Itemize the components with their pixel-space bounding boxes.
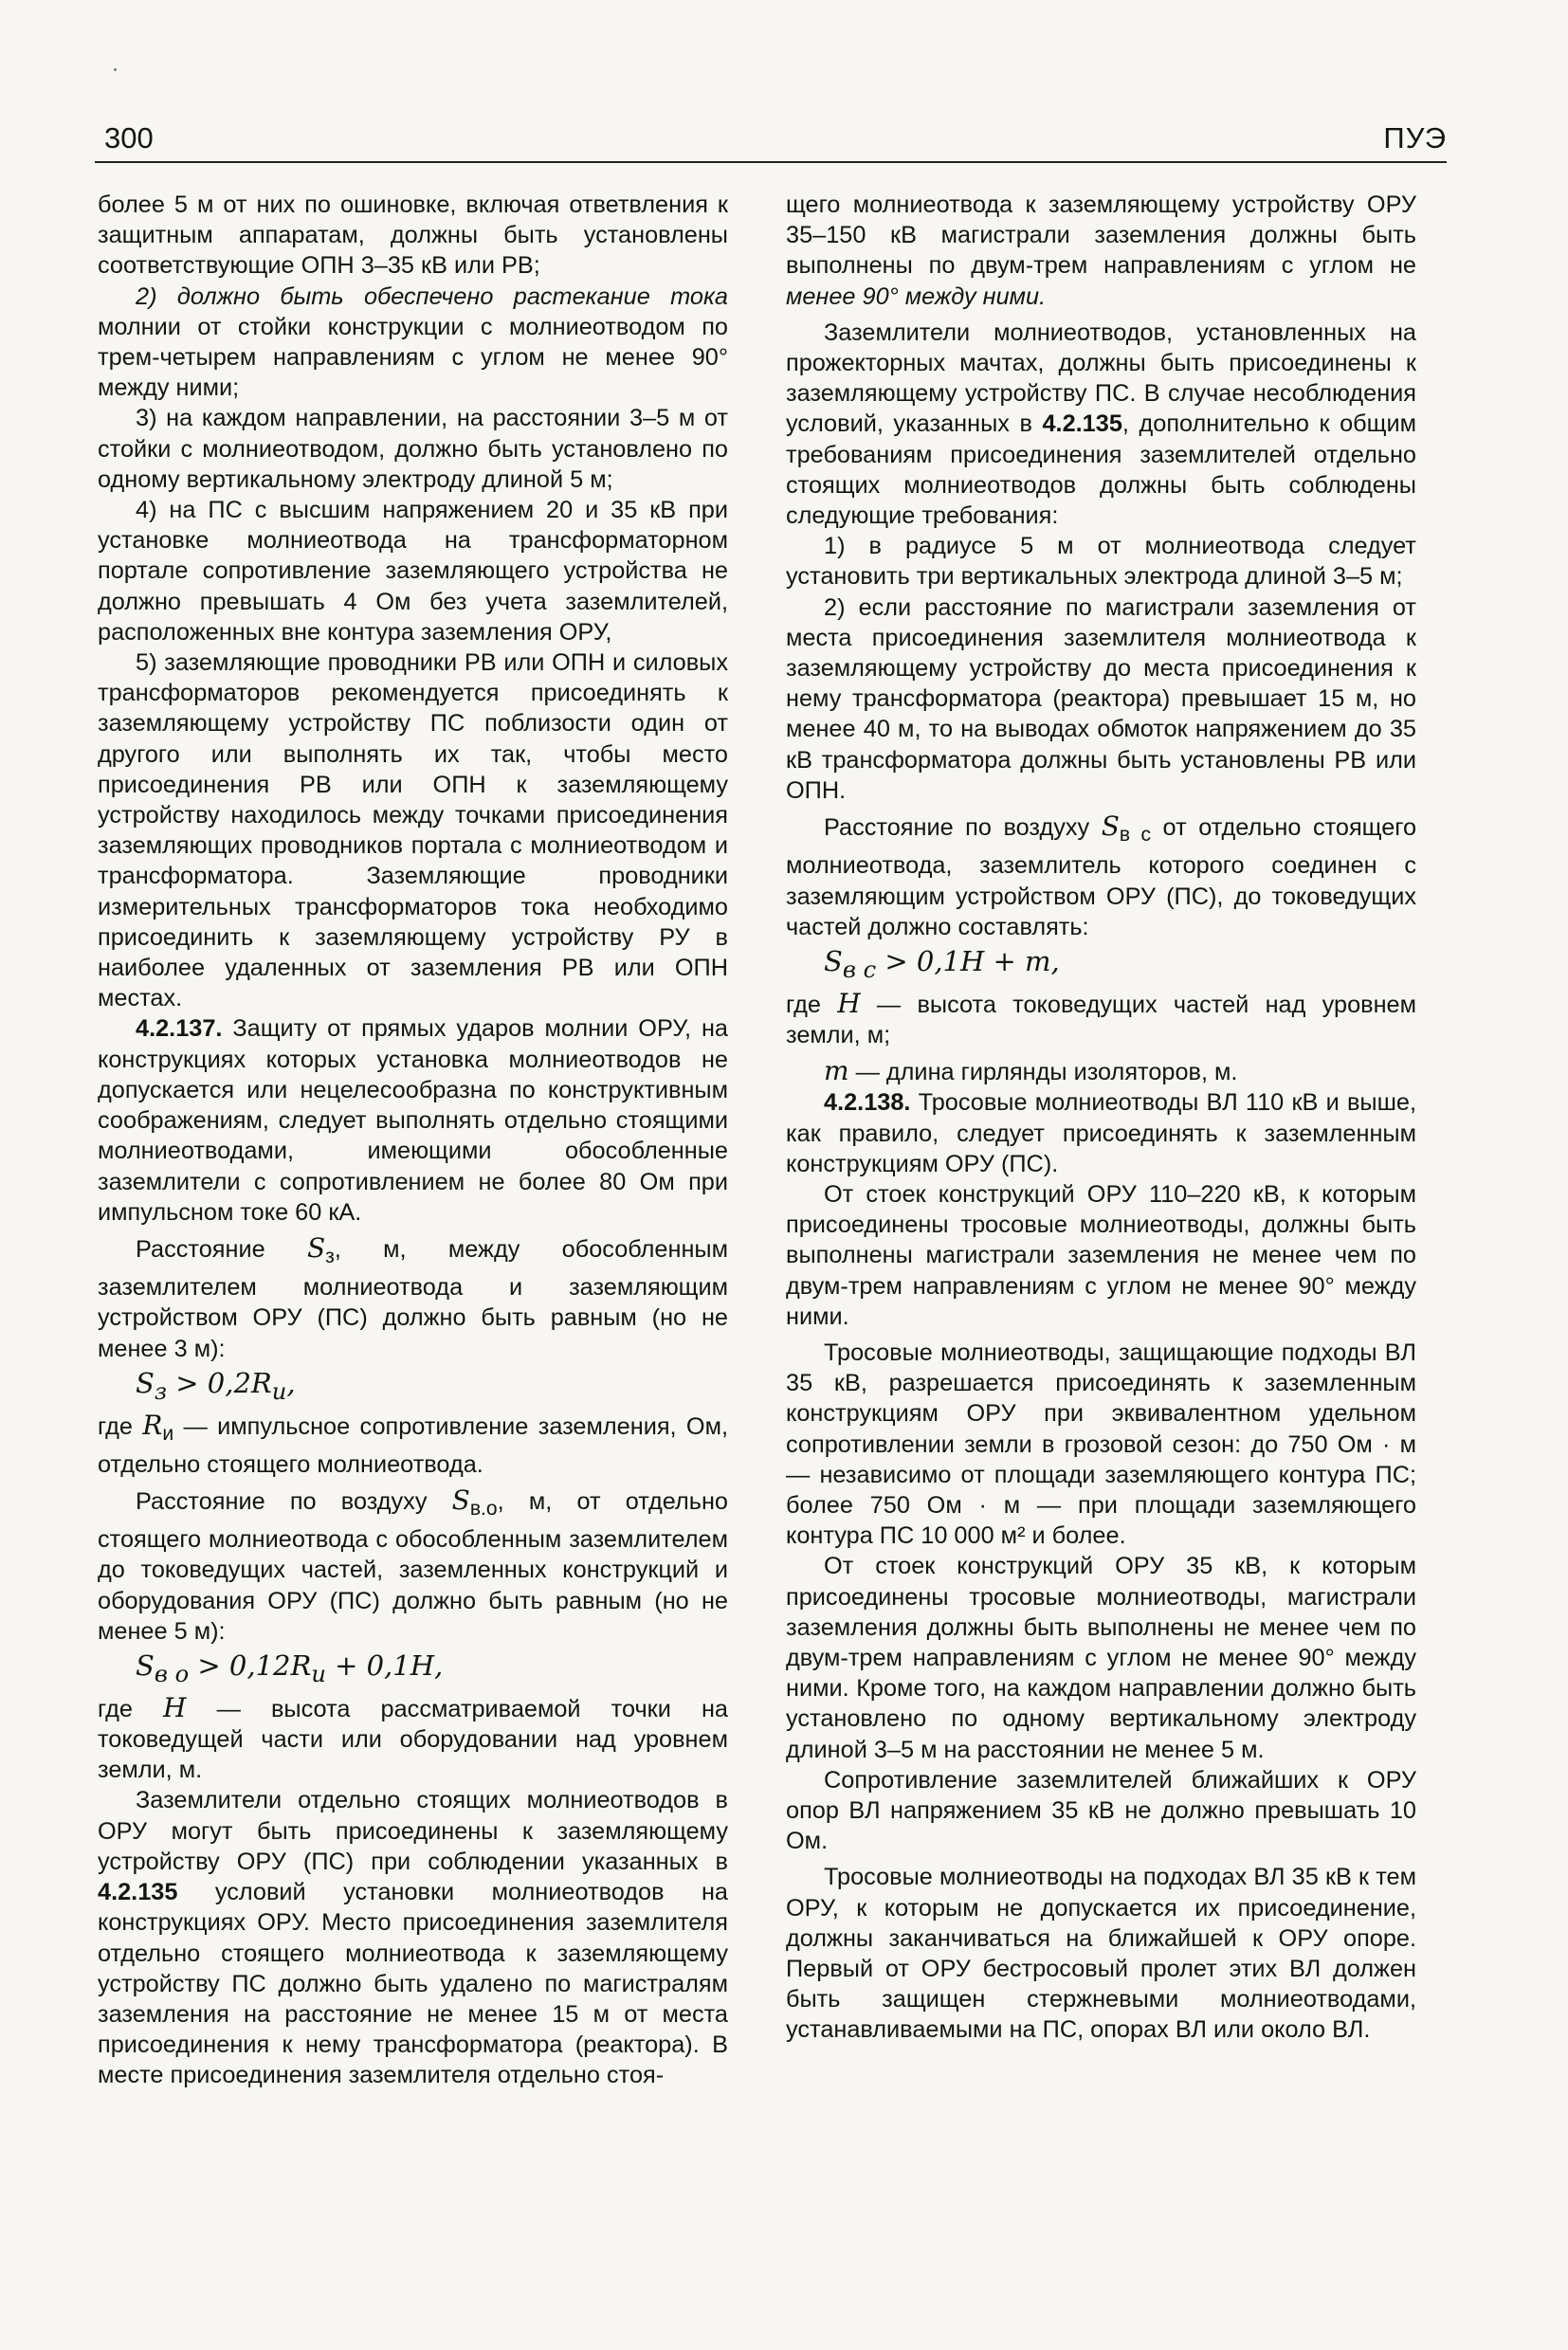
paragraph: Расстояние $S_з$, м, между обособленным заземлителем молниеотвода и заземляющим устройством ОРУ (ПС) должно быть равным (но не менее 3 м): bbox=[98, 1231, 728, 1362]
formula-svs: $S_{в с} > 0,1H + m$, bbox=[824, 944, 1060, 983]
paragraph: Сопротивление заземлителей ближайших к ОРУ опор ВЛ напряжением 35 кВ не должно превышать 10 Ом. bbox=[786, 1766, 1416, 1855]
paragraph: где $R_и$ — импульсное сопротивление заземления, Ом, отдельно стоящего молниеотвода. bbox=[98, 1409, 729, 1478]
formula-svo: $S_{в о} > 0,12R_и + 0,1H$, bbox=[136, 1649, 444, 1687]
running-title: ПУЭ bbox=[1383, 121, 1447, 155]
paragraph: 1) в радиусе 5 м от молниеотвода следует установить три вертикальных электрода длиной 3–5 м; bbox=[786, 533, 1416, 591]
page-header bbox=[95, 121, 1447, 165]
paragraph: 2) должно быть обеспечено растекание тока молнии от стойки конструкции с молниеотводом по трем-четырем направлениям с углом не менее 90° между ними; bbox=[98, 282, 728, 402]
header-rule bbox=[95, 161, 1447, 163]
paragraph: Тросовые молниеотводы на подходах ВЛ 35 кВ к тем ОРУ, к которым не допускается их присоединение, должны заканчиваться на ближайшей к ОРУ опоре. Первый от ОРУ бестросовый пролет этих ВЛ должен быть защищен стержневыми молниеотводами, устанавливаемыми на ПС, опорах ВЛ или около ВЛ. bbox=[786, 1864, 1416, 2044]
formula-sz: $S_з > 0,2R_и$, bbox=[136, 1366, 296, 1405]
paragraph: m — длина гирлянды изоляторов, м. bbox=[824, 1055, 1238, 1087]
scan-speck bbox=[114, 68, 117, 71]
paragraph: Заземлители молниеотводов, установленных на прожекторных мачтах, должны быть присоединены к заземляющему устройству ПС. В случае несоблюдения условий, указанных в 4.2.135, дополнительно к общим требованиям присоединения заземлителей отдельно стоящих молниеотводов должны быть соблюдены следующие требования: bbox=[786, 319, 1416, 530]
paragraph: более 5 м от них по ошиновке, включая ответвления к защитным аппаратам, должны быть установлены соответствующие ОПН 3–35 кВ или РВ; bbox=[98, 191, 728, 280]
clause-4-2-138: 4.2.138. Тросовые молниеотводы ВЛ 110 кВ и выше, как правило, следует присоединять к заземленным конструкциям ОРУ (ПС). bbox=[786, 1089, 1416, 1177]
right-column bbox=[786, 190, 1416, 2046]
paragraph: 3) на каждом направлении, на расстоянии 3–5 м от стойки с молниеотводом, должно быть установлено по одному вертикальному электроду длиной 5 м; bbox=[98, 405, 728, 493]
paragraph: От стоек конструкций ОРУ 110–220 кВ, к которым присоединены тросовые молниеотводы, должны быть выполнены магистрали заземления не менее чем по двум-трем направлениям с углом не менее 90° между ними. bbox=[786, 1180, 1416, 1330]
left-column bbox=[98, 190, 728, 2091]
paragraph: Расстояние по воздуху $S_{в.о}$, м, от отдельно стоящего молниеотвода с обособленным заземлителем до токоведущих частей, заземленных конструкций и оборудования ОРУ (ПС) должно быть равным (но не менее 5 м): bbox=[98, 1485, 728, 1645]
paragraph: где H — высота токоведущих частей над уровнем земли, м; bbox=[786, 987, 1417, 1048]
page-number: 300 bbox=[104, 121, 154, 155]
paragraph: 2) если расстояние по магистрали заземления от места присоединения заземлителя молниеотвода к заземляющему устройству до места присоединения к нему трансформатора (реактора) превышает 15 м, но менее 40 м, то на выводах обмоток напряжением до 35 кВ трансформатора должны быть установлены РВ или ОПН. bbox=[786, 593, 1416, 804]
paragraph: Заземлители отдельно стоящих молниеотводов в ОРУ могут быть присоединены к заземляющему устройству ОРУ (ПС) при соблюдении указанных в 4.2.135 условий установки молниеотводов на конструкциях ОРУ. Место присоединения заземлителя отдельно стоящего молниеотвода к заземляющему устройству ПС должно быть удалено по магистралям заземления на расстояние не менее 15 м от места присоединения к нему трансформатора (реактора). В месте присоединения заземлителя отдельно стоя- bbox=[98, 1787, 728, 2089]
paragraph: щего молниеотвода к заземляющему устройству ОРУ 35–150 кВ магистрали заземления должны быть выполнены по двум-трем направлениям с углом не менее 90° между ними. bbox=[786, 191, 1416, 310]
paragraph: От стоек конструкций ОРУ 35 кВ, к которым присоединены тросовые молниеотводы, магистрали заземления должны быть выполнены не менее чем по двум-трем направлениям с углом не менее 90° между ними. Кроме того, на каждом направлении должно быть установлено по одному вертикальному электроду длиной 3–5 м на расстоянии не менее 5 м. bbox=[786, 1553, 1416, 1763]
paragraph: Расстояние по воздуху $S_{в с}$ от отдельно стоящего молниеотвода, заземлитель которого соединен с заземляющим устройством ОРУ (ПС), до токоведущих частей должно составлять: bbox=[786, 811, 1417, 940]
paragraph: где H — высота рассматриваемой точки на токоведущей части или оборудовании над уровнем земли, м. bbox=[98, 1691, 729, 1784]
paragraph: 5) заземляющие проводники РВ или ОПН и силовых трансформаторов рекомендуется присоединять к заземляющему устройству ПС поблизости один от другого или выполнять их так, чтобы место присоединения РВ или ОПН к заземляющему устройству находилось между точками присоединения заземляющих проводников портала с молниеотводом и трансформатора. Заземляющие проводники измерительных трансформаторов тока необходимо присоединить к заземляющему устройству РУ в наиболее удаленных от заземления РВ или ОПН местах. bbox=[98, 649, 728, 1012]
clause-4-2-137: 4.2.137. Защиту от прямых ударов молнии ОРУ, на конструкциях которых установка молниеотводов не допускается или нецелесообразна по конструктивным соображениям, следует выполнять отдельно стоящими молниеотводами, имеющими обособленные заземлители с сопротивлением не более 80 Ом при импульсном токе 60 кА. bbox=[98, 1015, 728, 1226]
paragraph: Тросовые молниеотводы, защищающие подходы ВЛ 35 кВ, разрешается присоединять к заземленным конструкциям ОРУ при эквивалентном удельном сопротивлении земли в грозовой сезон: до 750 Ом · м — независимо от площади заземляющего контура ПС; более 750 Ом · м — при площади заземляющего контура ПС 10 000 м² и более. bbox=[786, 1339, 1416, 1550]
paragraph: 4) на ПС с высшим напряжением 20 и 35 кВ при установке молниеотвода на трансформаторном портале сопротивление заземляющего устройства не должно превышать 4 Ом без учета заземлителей, расположенных вне контура заземления ОРУ, bbox=[98, 497, 728, 646]
